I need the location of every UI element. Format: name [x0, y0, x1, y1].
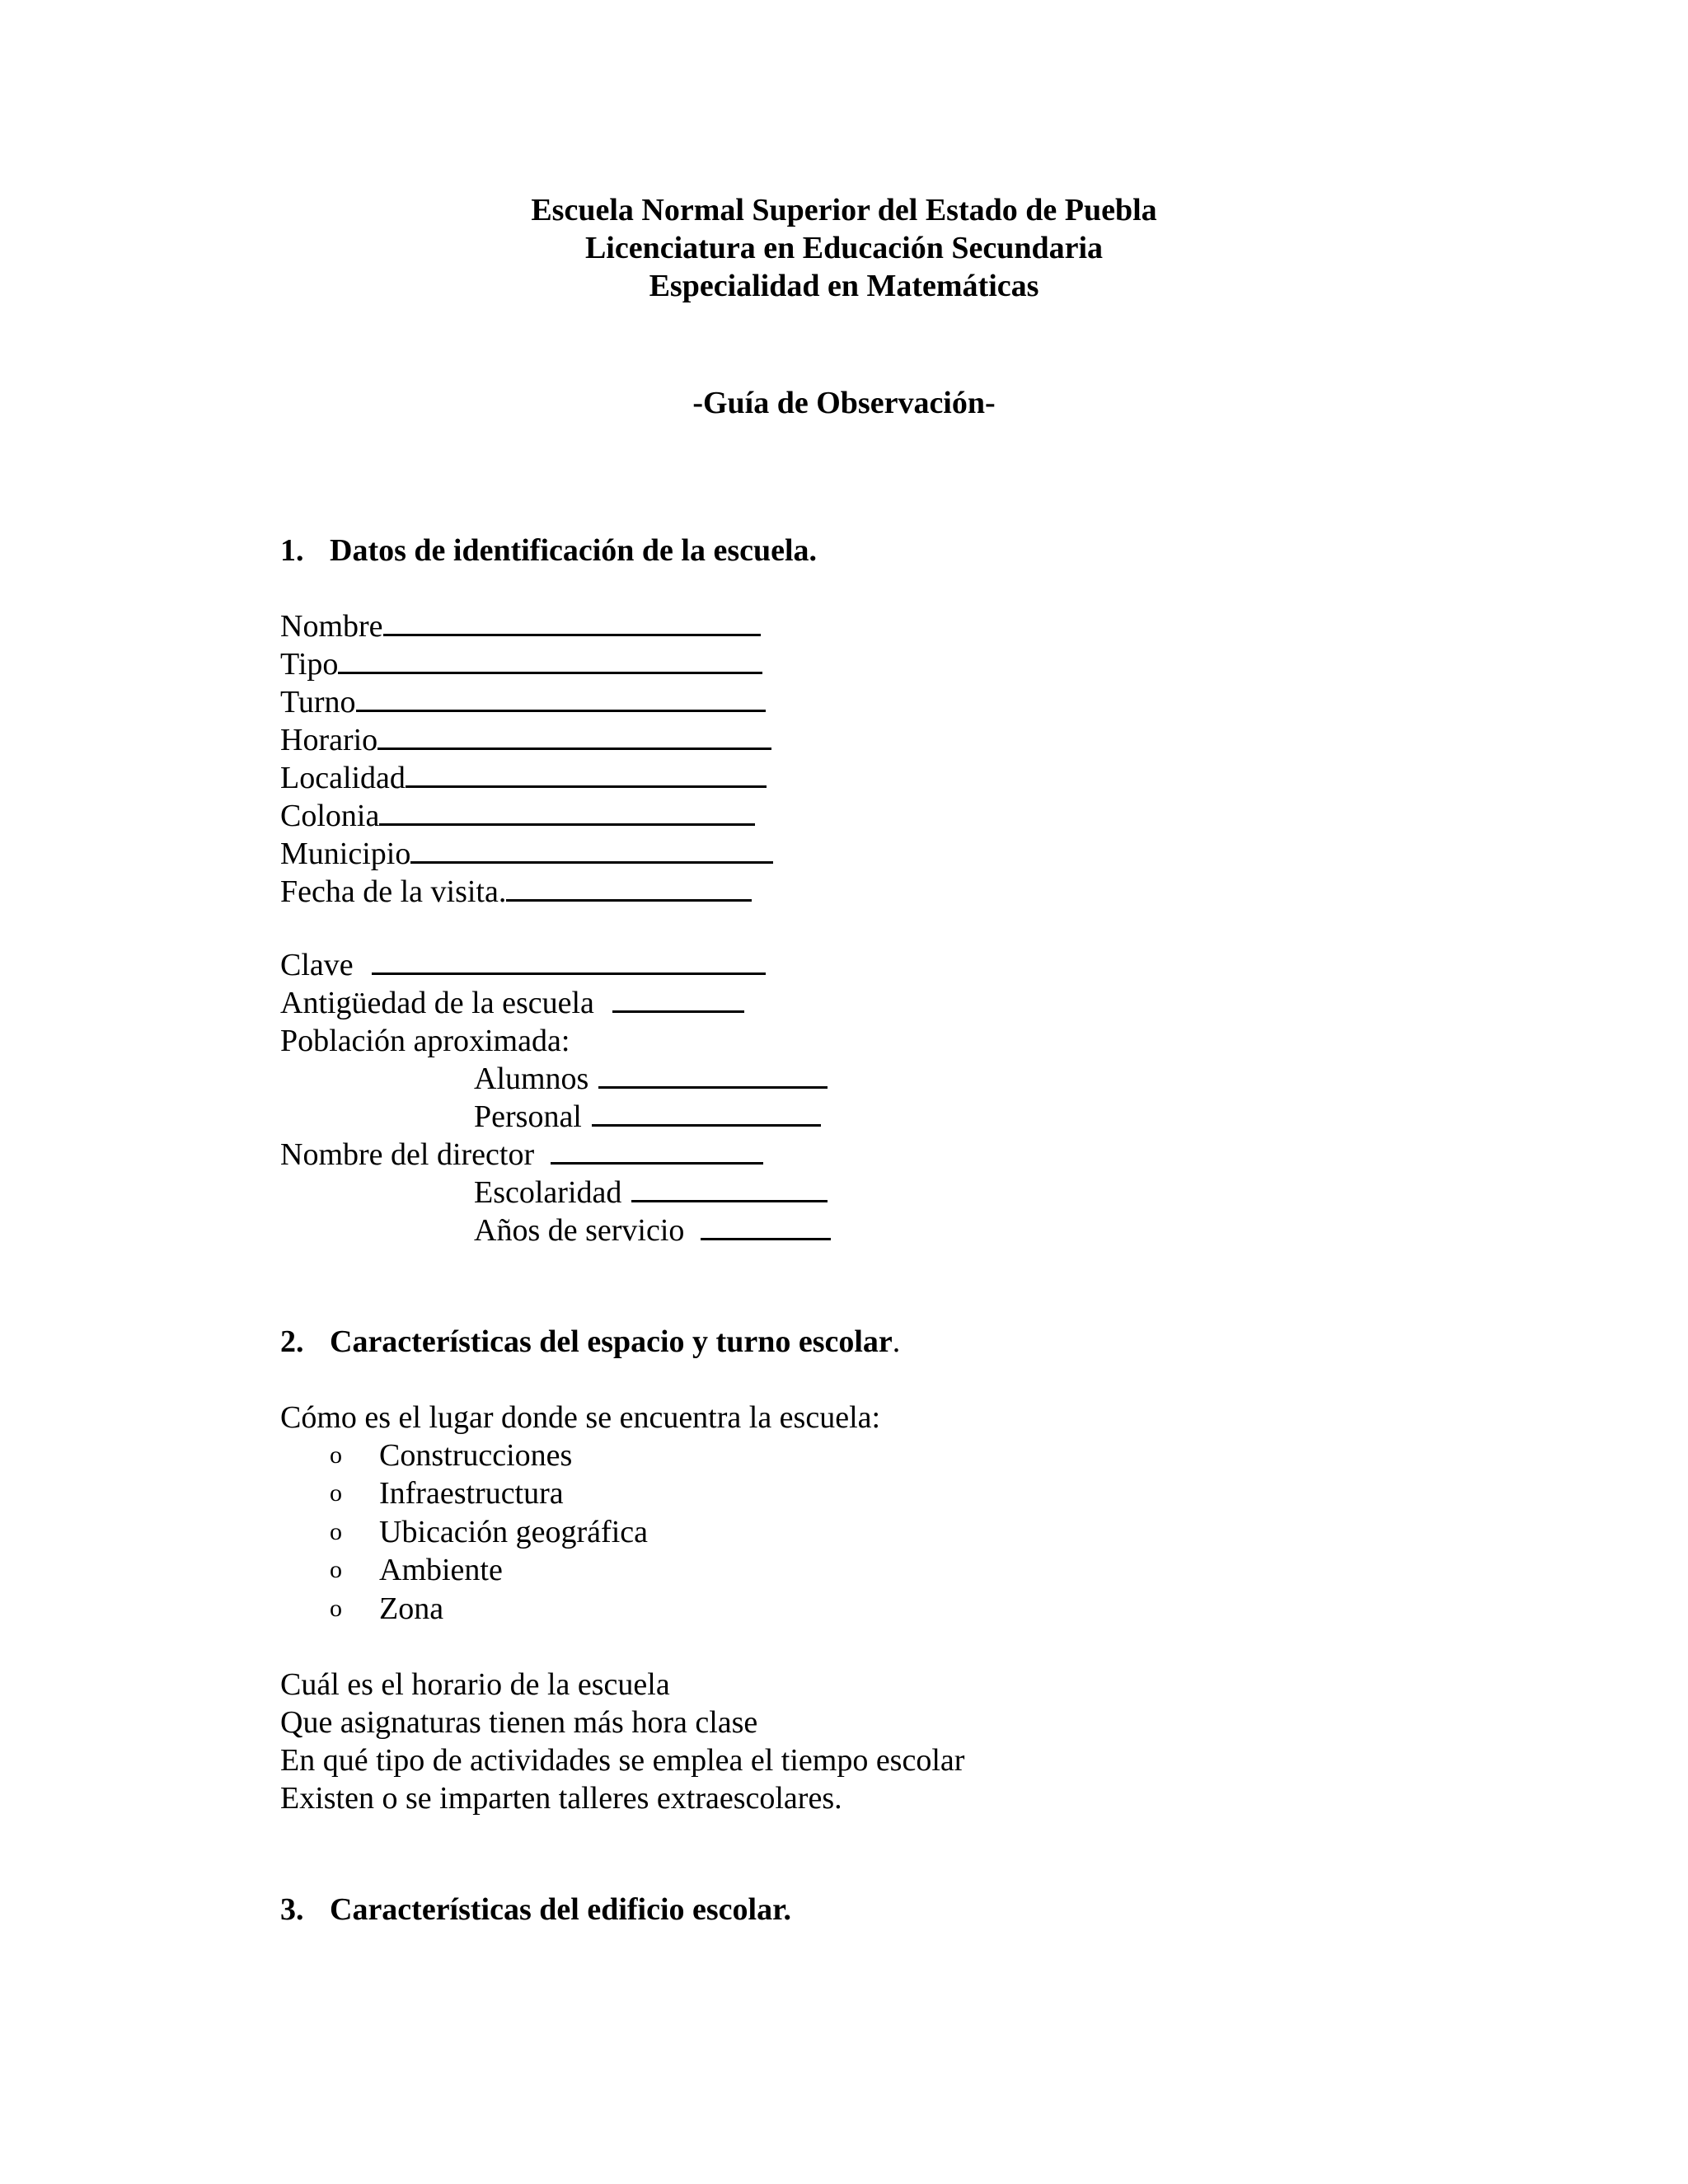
- field-label: Nombre del director: [280, 1137, 535, 1172]
- field-label: Nombre: [280, 609, 383, 644]
- bullet-marker: o: [330, 1441, 342, 1469]
- field-blank-line: [598, 1062, 828, 1089]
- field-alumnos: [474, 1060, 828, 1098]
- section-2-intro: Cómo es el lugar donde se encuentra la escuela:: [280, 1400, 881, 1435]
- section-3-title: Características del edificio escolar.: [330, 1892, 791, 1927]
- question-horario: Cuál es el horario de la escuela: [280, 1667, 670, 1702]
- list-item-text: Ubicación geográfica: [379, 1515, 648, 1549]
- section-2-heading: [280, 1323, 900, 1361]
- header-institution: Escuela Normal Superior del Estado de Puebla: [531, 193, 1157, 227]
- question-talleres: Existen o se imparten talleres extraescolares.: [280, 1781, 842, 1816]
- field-label: Localidad: [280, 761, 406, 795]
- document-header: [0, 191, 1688, 305]
- field-label: Tipo: [280, 647, 339, 682]
- field-nombre: [280, 607, 761, 645]
- field-blank-line: [551, 1137, 763, 1165]
- section-2-title-period: .: [892, 1324, 901, 1359]
- field-blank-line: [701, 1213, 831, 1240]
- field-label: Horario: [280, 723, 378, 757]
- field-label: Años de servicio: [474, 1213, 685, 1248]
- field-label: Clave: [280, 948, 354, 982]
- section-3-number: 3.: [280, 1892, 304, 1927]
- header-specialty: Especialidad en Matemáticas: [649, 269, 1039, 303]
- header-degree: Licenciatura en Educación Secundaria: [584, 231, 1104, 265]
- field-antiguedad: [280, 984, 744, 1022]
- section-1-title: Datos de identificación de la escuela.: [330, 533, 818, 568]
- field-blank-line: [612, 986, 744, 1013]
- bullet-marker: o: [330, 1556, 342, 1583]
- section-3-heading: [280, 1891, 791, 1929]
- section-2-title: Características del espacio y turno escolar: [330, 1324, 893, 1359]
- field-blank-line: [372, 948, 766, 975]
- field-poblacion: [280, 1022, 570, 1060]
- field-label: Población aproximada:: [280, 1024, 570, 1058]
- field-director: [280, 1136, 763, 1174]
- section-1-number: 1.: [280, 533, 304, 568]
- list-item-text: Construcciones: [379, 1438, 573, 1473]
- field-blank-line: [383, 609, 761, 636]
- guide-title: -Guía de Observación-: [692, 386, 996, 420]
- field-blank-line: [406, 761, 767, 788]
- bullet-marker: o: [330, 1518, 342, 1545]
- field-blank-line: [356, 685, 766, 712]
- field-label: Personal: [474, 1099, 582, 1134]
- field-label: Turno: [280, 685, 356, 719]
- field-blank-line: [377, 723, 771, 750]
- bullet-marker: o: [330, 1479, 342, 1507]
- field-colonia: [280, 797, 755, 835]
- list-item-text: Infraestructura: [379, 1476, 564, 1511]
- field-label: Alumnos: [474, 1062, 589, 1096]
- section-2-number: 2.: [280, 1324, 304, 1359]
- field-municipio: [280, 835, 773, 873]
- field-label: Colonia: [280, 799, 380, 833]
- field-anios-servicio: [474, 1212, 831, 1249]
- field-label: Escolaridad: [474, 1175, 622, 1210]
- field-label: Fecha de la visita.: [280, 874, 507, 909]
- field-blank-line: [631, 1175, 828, 1202]
- section-1-heading: [280, 532, 817, 569]
- field-turno: [280, 683, 766, 721]
- question-asignaturas: Que asignaturas tienen más hora clase: [280, 1705, 758, 1740]
- field-blank-line: [592, 1099, 821, 1127]
- field-horario: [280, 721, 771, 759]
- field-clave: [280, 946, 766, 984]
- field-fecha-visita: [280, 873, 752, 911]
- question-actividades: En qué tipo de actividades se emplea el tiempo escolar: [280, 1743, 965, 1778]
- field-blank-line: [410, 837, 773, 864]
- field-label: Municipio: [280, 837, 411, 871]
- field-blank-line: [379, 799, 755, 826]
- bullet-marker: o: [330, 1595, 342, 1622]
- field-blank-line: [506, 874, 752, 902]
- list-item-text: Zona: [379, 1591, 444, 1626]
- field-blank-line: [338, 647, 762, 674]
- list-item-text: Ambiente: [379, 1553, 503, 1587]
- field-personal: [474, 1098, 821, 1136]
- field-tipo: [280, 645, 762, 683]
- field-escolaridad: [474, 1174, 828, 1212]
- field-label: Antigüedad de la escuela: [280, 986, 594, 1020]
- field-localidad: [280, 759, 767, 797]
